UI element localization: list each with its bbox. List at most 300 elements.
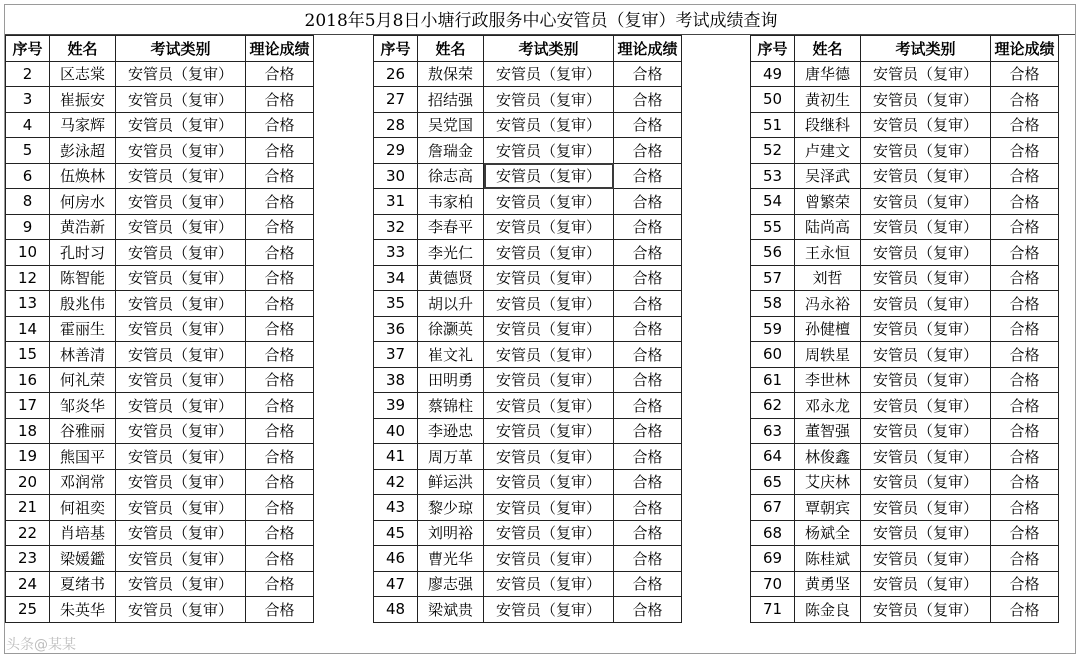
seq-cell[interactable]: 4 bbox=[6, 112, 50, 138]
name-cell[interactable]: 肖培基 bbox=[50, 520, 116, 546]
theory-score-cell[interactable]: 合格 bbox=[991, 291, 1059, 317]
exam-type-cell[interactable]: 安管员（复审） bbox=[484, 546, 614, 572]
seq-cell[interactable]: 48 bbox=[374, 597, 418, 623]
exam-type-cell[interactable]: 安管员（复审） bbox=[484, 520, 614, 546]
name-cell[interactable]: 曾繁荣 bbox=[795, 189, 861, 215]
name-cell[interactable]: 黄德贤 bbox=[418, 265, 484, 291]
name-cell[interactable]: 黄初生 bbox=[795, 87, 861, 113]
theory-score-cell[interactable]: 合格 bbox=[991, 189, 1059, 215]
exam-type-cell[interactable]: 安管员（复审） bbox=[484, 163, 614, 189]
header-exam-type[interactable]: 考试类别 bbox=[861, 36, 991, 62]
exam-type-cell[interactable]: 安管员（复审） bbox=[116, 316, 246, 342]
name-cell[interactable]: 徐灏英 bbox=[418, 316, 484, 342]
name-cell[interactable]: 艾庆林 bbox=[795, 469, 861, 495]
theory-score-cell[interactable]: 合格 bbox=[991, 61, 1059, 87]
exam-type-cell[interactable]: 安管员（复审） bbox=[861, 342, 991, 368]
name-cell[interactable]: 曹光华 bbox=[418, 546, 484, 572]
exam-type-cell[interactable]: 安管员（复审） bbox=[116, 469, 246, 495]
name-cell[interactable]: 朱英华 bbox=[50, 597, 116, 623]
exam-type-cell[interactable]: 安管员（复审） bbox=[861, 316, 991, 342]
seq-cell[interactable]: 22 bbox=[6, 520, 50, 546]
seq-cell[interactable]: 17 bbox=[6, 393, 50, 419]
seq-cell[interactable]: 43 bbox=[374, 495, 418, 521]
seq-cell[interactable]: 46 bbox=[374, 546, 418, 572]
theory-score-cell[interactable]: 合格 bbox=[614, 240, 682, 266]
theory-score-cell[interactable]: 合格 bbox=[614, 393, 682, 419]
name-cell[interactable]: 伍焕林 bbox=[50, 163, 116, 189]
table-row bbox=[6, 316, 314, 342]
table-row bbox=[751, 87, 1059, 113]
theory-score-cell[interactable]: 合格 bbox=[246, 444, 314, 470]
table-row bbox=[374, 316, 682, 342]
name-cell[interactable]: 黎少琼 bbox=[418, 495, 484, 521]
theory-score-cell[interactable]: 合格 bbox=[614, 214, 682, 240]
exam-type-cell[interactable]: 安管员（复审） bbox=[116, 240, 246, 266]
header-name[interactable]: 姓名 bbox=[50, 36, 116, 62]
name-cell[interactable]: 邓永龙 bbox=[795, 393, 861, 419]
theory-score-cell[interactable]: 合格 bbox=[614, 138, 682, 164]
theory-score-cell[interactable]: 合格 bbox=[614, 571, 682, 597]
name-cell[interactable]: 黄勇坚 bbox=[795, 571, 861, 597]
exam-type-cell[interactable]: 安管员（复审） bbox=[116, 112, 246, 138]
theory-score-cell[interactable]: 合格 bbox=[246, 240, 314, 266]
theory-score-cell[interactable]: 合格 bbox=[614, 342, 682, 368]
exam-type-cell[interactable]: 安管员（复审） bbox=[484, 393, 614, 419]
seq-cell[interactable]: 57 bbox=[751, 265, 795, 291]
exam-type-cell[interactable]: 安管员（复审） bbox=[484, 571, 614, 597]
score-panel-right bbox=[750, 35, 1059, 623]
theory-score-cell[interactable]: 合格 bbox=[246, 163, 314, 189]
seq-cell[interactable]: 25 bbox=[6, 597, 50, 623]
seq-cell[interactable]: 61 bbox=[751, 367, 795, 393]
name-cell[interactable]: 陆尚高 bbox=[795, 214, 861, 240]
name-cell[interactable]: 卢建文 bbox=[795, 138, 861, 164]
table-row bbox=[751, 163, 1059, 189]
seq-cell[interactable]: 65 bbox=[751, 469, 795, 495]
name-cell[interactable]: 刘哲 bbox=[795, 265, 861, 291]
exam-type-cell[interactable]: 安管员（复审） bbox=[484, 87, 614, 113]
exam-type-cell[interactable]: 安管员（复审） bbox=[861, 265, 991, 291]
seq-cell[interactable]: 63 bbox=[751, 418, 795, 444]
theory-score-cell[interactable]: 合格 bbox=[614, 61, 682, 87]
seq-cell[interactable]: 45 bbox=[374, 520, 418, 546]
seq-cell[interactable]: 8 bbox=[6, 189, 50, 215]
name-cell[interactable]: 周轶星 bbox=[795, 342, 861, 368]
exam-type-cell[interactable]: 安管员（复审） bbox=[116, 214, 246, 240]
seq-cell[interactable]: 34 bbox=[374, 265, 418, 291]
seq-cell[interactable]: 70 bbox=[751, 571, 795, 597]
seq-cell[interactable]: 54 bbox=[751, 189, 795, 215]
header-theory-score[interactable]: 理论成绩 bbox=[246, 36, 314, 62]
exam-type-cell[interactable]: 安管员（复审） bbox=[484, 418, 614, 444]
score-panel-middle bbox=[373, 35, 682, 623]
name-cell[interactable]: 黄浩新 bbox=[50, 214, 116, 240]
name-cell[interactable]: 廖志强 bbox=[418, 571, 484, 597]
name-cell[interactable]: 李春平 bbox=[418, 214, 484, 240]
theory-score-cell[interactable]: 合格 bbox=[246, 189, 314, 215]
theory-score-cell[interactable]: 合格 bbox=[246, 546, 314, 572]
name-cell[interactable]: 蔡锦柱 bbox=[418, 393, 484, 419]
exam-type-cell[interactable]: 安管员（复审） bbox=[116, 393, 246, 419]
seq-cell[interactable]: 30 bbox=[374, 163, 418, 189]
table-row bbox=[6, 189, 314, 215]
exam-type-cell[interactable]: 安管员（复审） bbox=[861, 189, 991, 215]
exam-type-cell[interactable]: 安管员（复审） bbox=[861, 87, 991, 113]
name-cell[interactable]: 段继科 bbox=[795, 112, 861, 138]
theory-score-cell[interactable]: 合格 bbox=[246, 214, 314, 240]
name-cell[interactable]: 招结强 bbox=[418, 87, 484, 113]
name-cell[interactable]: 彭泳超 bbox=[50, 138, 116, 164]
seq-cell[interactable]: 2 bbox=[6, 61, 50, 87]
name-cell[interactable]: 陈桂斌 bbox=[795, 546, 861, 572]
name-cell[interactable]: 林俊鑫 bbox=[795, 444, 861, 470]
seq-cell[interactable]: 50 bbox=[751, 87, 795, 113]
seq-cell[interactable]: 10 bbox=[6, 240, 50, 266]
seq-cell[interactable]: 56 bbox=[751, 240, 795, 266]
seq-cell[interactable]: 26 bbox=[374, 61, 418, 87]
theory-score-cell[interactable]: 合格 bbox=[991, 265, 1059, 291]
theory-score-cell[interactable]: 合格 bbox=[246, 495, 314, 521]
theory-score-cell[interactable]: 合格 bbox=[246, 393, 314, 419]
exam-type-cell[interactable]: 安管员（复审） bbox=[861, 240, 991, 266]
table-row bbox=[751, 61, 1059, 87]
seq-cell[interactable]: 16 bbox=[6, 367, 50, 393]
exam-type-cell[interactable]: 安管员（复审） bbox=[116, 571, 246, 597]
theory-score-cell[interactable]: 合格 bbox=[614, 291, 682, 317]
exam-type-cell[interactable]: 安管员（复审） bbox=[116, 546, 246, 572]
theory-score-cell[interactable]: 合格 bbox=[991, 597, 1059, 623]
exam-type-cell[interactable]: 安管员（复审） bbox=[484, 316, 614, 342]
seq-cell[interactable]: 32 bbox=[374, 214, 418, 240]
seq-cell[interactable]: 38 bbox=[374, 367, 418, 393]
exam-type-cell[interactable]: 安管员（复审） bbox=[861, 61, 991, 87]
exam-type-cell[interactable]: 安管员（复审） bbox=[484, 214, 614, 240]
exam-type-cell[interactable]: 安管员（复审） bbox=[484, 240, 614, 266]
exam-type-cell[interactable]: 安管员（复审） bbox=[861, 495, 991, 521]
seq-cell[interactable]: 15 bbox=[6, 342, 50, 368]
theory-score-cell[interactable]: 合格 bbox=[991, 520, 1059, 546]
name-cell[interactable]: 邓润常 bbox=[50, 469, 116, 495]
theory-score-cell[interactable]: 合格 bbox=[991, 367, 1059, 393]
header-theory-score[interactable]: 理论成绩 bbox=[991, 36, 1059, 62]
name-cell[interactable]: 夏绪书 bbox=[50, 571, 116, 597]
name-cell[interactable]: 吴党国 bbox=[418, 112, 484, 138]
exam-type-cell[interactable]: 安管员（复审） bbox=[116, 61, 246, 87]
seq-cell[interactable]: 68 bbox=[751, 520, 795, 546]
spreadsheet-frame bbox=[4, 4, 1076, 654]
exam-type-cell[interactable]: 安管员（复审） bbox=[861, 291, 991, 317]
theory-score-cell[interactable]: 合格 bbox=[246, 342, 314, 368]
seq-cell[interactable]: 71 bbox=[751, 597, 795, 623]
theory-score-cell[interactable]: 合格 bbox=[614, 87, 682, 113]
seq-cell[interactable]: 9 bbox=[6, 214, 50, 240]
seq-cell[interactable]: 6 bbox=[6, 163, 50, 189]
theory-score-cell[interactable]: 合格 bbox=[614, 316, 682, 342]
exam-type-cell[interactable]: 安管员（复审） bbox=[861, 444, 991, 470]
header-theory-score[interactable]: 理论成绩 bbox=[614, 36, 682, 62]
theory-score-cell[interactable]: 合格 bbox=[991, 138, 1059, 164]
exam-type-cell[interactable]: 安管员（复审） bbox=[484, 597, 614, 623]
theory-score-cell[interactable]: 合格 bbox=[614, 520, 682, 546]
exam-type-cell[interactable]: 安管员（复审） bbox=[116, 189, 246, 215]
seq-cell[interactable]: 55 bbox=[751, 214, 795, 240]
name-cell[interactable]: 陈金良 bbox=[795, 597, 861, 623]
exam-type-cell[interactable]: 安管员（复审） bbox=[861, 597, 991, 623]
exam-type-cell[interactable]: 安管员（复审） bbox=[484, 61, 614, 87]
seq-cell[interactable]: 67 bbox=[751, 495, 795, 521]
table-row bbox=[751, 444, 1059, 470]
exam-type-cell[interactable]: 安管员（复审） bbox=[484, 291, 614, 317]
seq-cell[interactable]: 69 bbox=[751, 546, 795, 572]
theory-score-cell[interactable]: 合格 bbox=[991, 112, 1059, 138]
seq-cell[interactable]: 42 bbox=[374, 469, 418, 495]
exam-type-cell[interactable]: 安管员（复审） bbox=[116, 418, 246, 444]
exam-type-cell[interactable]: 安管员（复审） bbox=[116, 291, 246, 317]
name-cell[interactable]: 杨斌全 bbox=[795, 520, 861, 546]
exam-type-cell[interactable]: 安管员（复审） bbox=[861, 214, 991, 240]
seq-cell[interactable]: 18 bbox=[6, 418, 50, 444]
theory-score-cell[interactable]: 合格 bbox=[991, 418, 1059, 444]
seq-cell[interactable]: 40 bbox=[374, 418, 418, 444]
name-cell[interactable]: 崔文礼 bbox=[418, 342, 484, 368]
name-cell[interactable]: 梁斌贵 bbox=[418, 597, 484, 623]
theory-score-cell[interactable]: 合格 bbox=[246, 469, 314, 495]
theory-score-cell[interactable]: 合格 bbox=[614, 367, 682, 393]
theory-score-cell[interactable]: 合格 bbox=[614, 495, 682, 521]
header-seq[interactable]: 序号 bbox=[374, 36, 418, 62]
exam-type-cell[interactable]: 安管员（复审） bbox=[116, 265, 246, 291]
seq-cell[interactable]: 28 bbox=[374, 112, 418, 138]
table-row bbox=[6, 546, 314, 572]
name-cell[interactable]: 徐志高 bbox=[418, 163, 484, 189]
theory-score-cell[interactable]: 合格 bbox=[614, 112, 682, 138]
theory-score-cell[interactable]: 合格 bbox=[614, 546, 682, 572]
table-row bbox=[6, 495, 314, 521]
exam-type-cell[interactable]: 安管员（复审） bbox=[116, 367, 246, 393]
name-cell[interactable]: 林善清 bbox=[50, 342, 116, 368]
theory-score-cell[interactable]: 合格 bbox=[991, 240, 1059, 266]
exam-type-cell[interactable]: 安管员（复审） bbox=[484, 189, 614, 215]
seq-cell[interactable]: 60 bbox=[751, 342, 795, 368]
theory-score-cell[interactable]: 合格 bbox=[246, 367, 314, 393]
theory-score-cell[interactable]: 合格 bbox=[991, 495, 1059, 521]
seq-cell[interactable]: 20 bbox=[6, 469, 50, 495]
table-row bbox=[751, 112, 1059, 138]
theory-score-cell[interactable]: 合格 bbox=[614, 163, 682, 189]
name-cell[interactable]: 何房水 bbox=[50, 189, 116, 215]
table-row bbox=[374, 342, 682, 368]
seq-cell[interactable]: 24 bbox=[6, 571, 50, 597]
name-cell[interactable]: 田明勇 bbox=[418, 367, 484, 393]
theory-score-cell[interactable]: 合格 bbox=[246, 316, 314, 342]
seq-cell[interactable]: 31 bbox=[374, 189, 418, 215]
theory-score-cell[interactable]: 合格 bbox=[991, 571, 1059, 597]
exam-type-cell[interactable]: 安管员（复审） bbox=[484, 469, 614, 495]
theory-score-cell[interactable]: 合格 bbox=[614, 265, 682, 291]
name-cell[interactable]: 韦家柏 bbox=[418, 189, 484, 215]
theory-score-cell[interactable]: 合格 bbox=[991, 214, 1059, 240]
exam-type-cell[interactable]: 安管员（复审） bbox=[861, 520, 991, 546]
theory-score-cell[interactable]: 合格 bbox=[991, 163, 1059, 189]
name-cell[interactable]: 孙健檀 bbox=[795, 316, 861, 342]
name-cell[interactable]: 殷兆伟 bbox=[50, 291, 116, 317]
seq-cell[interactable]: 37 bbox=[374, 342, 418, 368]
exam-type-cell[interactable]: 安管员（复审） bbox=[484, 112, 614, 138]
name-cell[interactable]: 区志棠 bbox=[50, 61, 116, 87]
name-cell[interactable]: 李世林 bbox=[795, 367, 861, 393]
theory-score-cell[interactable]: 合格 bbox=[246, 87, 314, 113]
name-cell[interactable]: 周万革 bbox=[418, 444, 484, 470]
name-cell[interactable]: 孔时习 bbox=[50, 240, 116, 266]
seq-cell[interactable]: 23 bbox=[6, 546, 50, 572]
exam-type-cell[interactable]: 安管员（复审） bbox=[116, 444, 246, 470]
table-row bbox=[6, 163, 314, 189]
theory-score-cell[interactable]: 合格 bbox=[246, 597, 314, 623]
exam-type-cell[interactable]: 安管员（复审） bbox=[484, 342, 614, 368]
name-cell[interactable]: 冯永裕 bbox=[795, 291, 861, 317]
name-cell[interactable]: 敖保荣 bbox=[418, 61, 484, 87]
seq-cell[interactable]: 41 bbox=[374, 444, 418, 470]
seq-cell[interactable]: 62 bbox=[751, 393, 795, 419]
name-cell[interactable]: 霍丽生 bbox=[50, 316, 116, 342]
exam-type-cell[interactable]: 安管员（复审） bbox=[484, 495, 614, 521]
name-cell[interactable]: 刘明裕 bbox=[418, 520, 484, 546]
seq-cell[interactable]: 19 bbox=[6, 444, 50, 470]
seq-cell[interactable]: 52 bbox=[751, 138, 795, 164]
theory-score-cell[interactable]: 合格 bbox=[991, 444, 1059, 470]
theory-score-cell[interactable]: 合格 bbox=[614, 189, 682, 215]
theory-score-cell[interactable]: 合格 bbox=[991, 469, 1059, 495]
name-cell[interactable]: 覃朝宾 bbox=[795, 495, 861, 521]
header-seq[interactable]: 序号 bbox=[6, 36, 50, 62]
table-row bbox=[751, 367, 1059, 393]
theory-score-cell[interactable]: 合格 bbox=[991, 546, 1059, 572]
name-cell[interactable]: 马家辉 bbox=[50, 112, 116, 138]
header-name[interactable]: 姓名 bbox=[795, 36, 861, 62]
name-cell[interactable]: 唐华德 bbox=[795, 61, 861, 87]
seq-cell[interactable]: 36 bbox=[374, 316, 418, 342]
seq-cell[interactable]: 13 bbox=[6, 291, 50, 317]
theory-score-cell[interactable]: 合格 bbox=[246, 138, 314, 164]
exam-type-cell[interactable]: 安管员（复审） bbox=[484, 265, 614, 291]
exam-type-cell[interactable]: 安管员（复审） bbox=[116, 597, 246, 623]
theory-score-cell[interactable]: 合格 bbox=[991, 342, 1059, 368]
theory-score-cell[interactable]: 合格 bbox=[991, 316, 1059, 342]
exam-type-cell[interactable]: 安管员（复审） bbox=[484, 444, 614, 470]
theory-score-cell[interactable]: 合格 bbox=[614, 469, 682, 495]
exam-type-cell[interactable]: 安管员（复审） bbox=[861, 418, 991, 444]
exam-type-cell[interactable]: 安管员（复审） bbox=[861, 546, 991, 572]
seq-cell[interactable]: 12 bbox=[6, 265, 50, 291]
name-cell[interactable]: 崔振安 bbox=[50, 87, 116, 113]
header-name[interactable]: 姓名 bbox=[418, 36, 484, 62]
name-cell[interactable]: 詹瑞金 bbox=[418, 138, 484, 164]
name-cell[interactable]: 邹炎华 bbox=[50, 393, 116, 419]
name-cell[interactable]: 胡以升 bbox=[418, 291, 484, 317]
name-cell[interactable]: 董智强 bbox=[795, 418, 861, 444]
theory-score-cell[interactable]: 合格 bbox=[246, 112, 314, 138]
theory-score-cell[interactable]: 合格 bbox=[246, 418, 314, 444]
theory-score-cell[interactable]: 合格 bbox=[991, 87, 1059, 113]
name-cell[interactable]: 王永恒 bbox=[795, 240, 861, 266]
exam-type-cell[interactable]: 安管员（复审） bbox=[116, 342, 246, 368]
header-exam-type[interactable]: 考试类别 bbox=[116, 36, 246, 62]
exam-type-cell[interactable]: 安管员（复审） bbox=[116, 87, 246, 113]
theory-score-cell[interactable]: 合格 bbox=[246, 291, 314, 317]
seq-cell[interactable]: 49 bbox=[751, 61, 795, 87]
name-cell[interactable]: 吴泽武 bbox=[795, 163, 861, 189]
name-cell[interactable]: 陈智能 bbox=[50, 265, 116, 291]
theory-score-cell[interactable]: 合格 bbox=[246, 265, 314, 291]
exam-type-cell[interactable]: 安管员（复审） bbox=[484, 138, 614, 164]
name-cell[interactable]: 熊国平 bbox=[50, 444, 116, 470]
theory-score-cell[interactable]: 合格 bbox=[991, 393, 1059, 419]
exam-type-cell[interactable]: 安管员（复审） bbox=[116, 495, 246, 521]
seq-cell[interactable]: 5 bbox=[6, 138, 50, 164]
name-cell[interactable]: 梁媛鑑 bbox=[50, 546, 116, 572]
header-exam-type[interactable]: 考试类别 bbox=[484, 36, 614, 62]
exam-type-cell[interactable]: 安管员（复审） bbox=[116, 520, 246, 546]
table-row bbox=[6, 342, 314, 368]
table-row bbox=[751, 469, 1059, 495]
seq-cell[interactable]: 35 bbox=[374, 291, 418, 317]
exam-type-cell[interactable]: 安管员（复审） bbox=[861, 163, 991, 189]
name-cell[interactable]: 何礼荣 bbox=[50, 367, 116, 393]
exam-type-cell[interactable]: 安管员（复审） bbox=[861, 138, 991, 164]
theory-score-cell[interactable]: 合格 bbox=[614, 597, 682, 623]
exam-type-cell[interactable]: 安管员（复审） bbox=[116, 138, 246, 164]
table-row bbox=[751, 418, 1059, 444]
exam-type-cell[interactable]: 安管员（复审） bbox=[484, 367, 614, 393]
exam-type-cell[interactable]: 安管员（复审） bbox=[861, 469, 991, 495]
name-cell[interactable]: 鲜运洪 bbox=[418, 469, 484, 495]
theory-score-cell[interactable]: 合格 bbox=[614, 418, 682, 444]
name-cell[interactable]: 李逊忠 bbox=[418, 418, 484, 444]
seq-cell[interactable]: 59 bbox=[751, 316, 795, 342]
seq-cell[interactable]: 64 bbox=[751, 444, 795, 470]
table-row bbox=[374, 469, 682, 495]
seq-cell[interactable]: 14 bbox=[6, 316, 50, 342]
exam-type-cell[interactable]: 安管员（复审） bbox=[861, 367, 991, 393]
seq-cell[interactable]: 47 bbox=[374, 571, 418, 597]
header-seq[interactable]: 序号 bbox=[751, 36, 795, 62]
name-cell[interactable]: 何祖奕 bbox=[50, 495, 116, 521]
name-cell[interactable]: 谷雅丽 bbox=[50, 418, 116, 444]
table-row bbox=[751, 240, 1059, 266]
exam-type-cell[interactable]: 安管员（复审） bbox=[116, 163, 246, 189]
seq-cell[interactable]: 27 bbox=[374, 87, 418, 113]
seq-cell[interactable]: 51 bbox=[751, 112, 795, 138]
theory-score-cell[interactable]: 合格 bbox=[614, 444, 682, 470]
exam-type-cell[interactable]: 安管员（复审） bbox=[861, 393, 991, 419]
seq-cell[interactable]: 21 bbox=[6, 495, 50, 521]
seq-cell[interactable]: 29 bbox=[374, 138, 418, 164]
seq-cell[interactable]: 3 bbox=[6, 87, 50, 113]
exam-type-cell[interactable]: 安管员（复审） bbox=[861, 571, 991, 597]
exam-type-cell[interactable]: 安管员（复审） bbox=[861, 112, 991, 138]
theory-score-cell[interactable]: 合格 bbox=[246, 520, 314, 546]
seq-cell[interactable]: 39 bbox=[374, 393, 418, 419]
seq-cell[interactable]: 58 bbox=[751, 291, 795, 317]
table-row bbox=[374, 112, 682, 138]
theory-score-cell[interactable]: 合格 bbox=[246, 61, 314, 87]
theory-score-cell[interactable]: 合格 bbox=[246, 571, 314, 597]
table-row bbox=[751, 265, 1059, 291]
seq-cell[interactable]: 53 bbox=[751, 163, 795, 189]
name-cell[interactable]: 李光仁 bbox=[418, 240, 484, 266]
seq-cell[interactable]: 33 bbox=[374, 240, 418, 266]
table-row bbox=[374, 546, 682, 572]
